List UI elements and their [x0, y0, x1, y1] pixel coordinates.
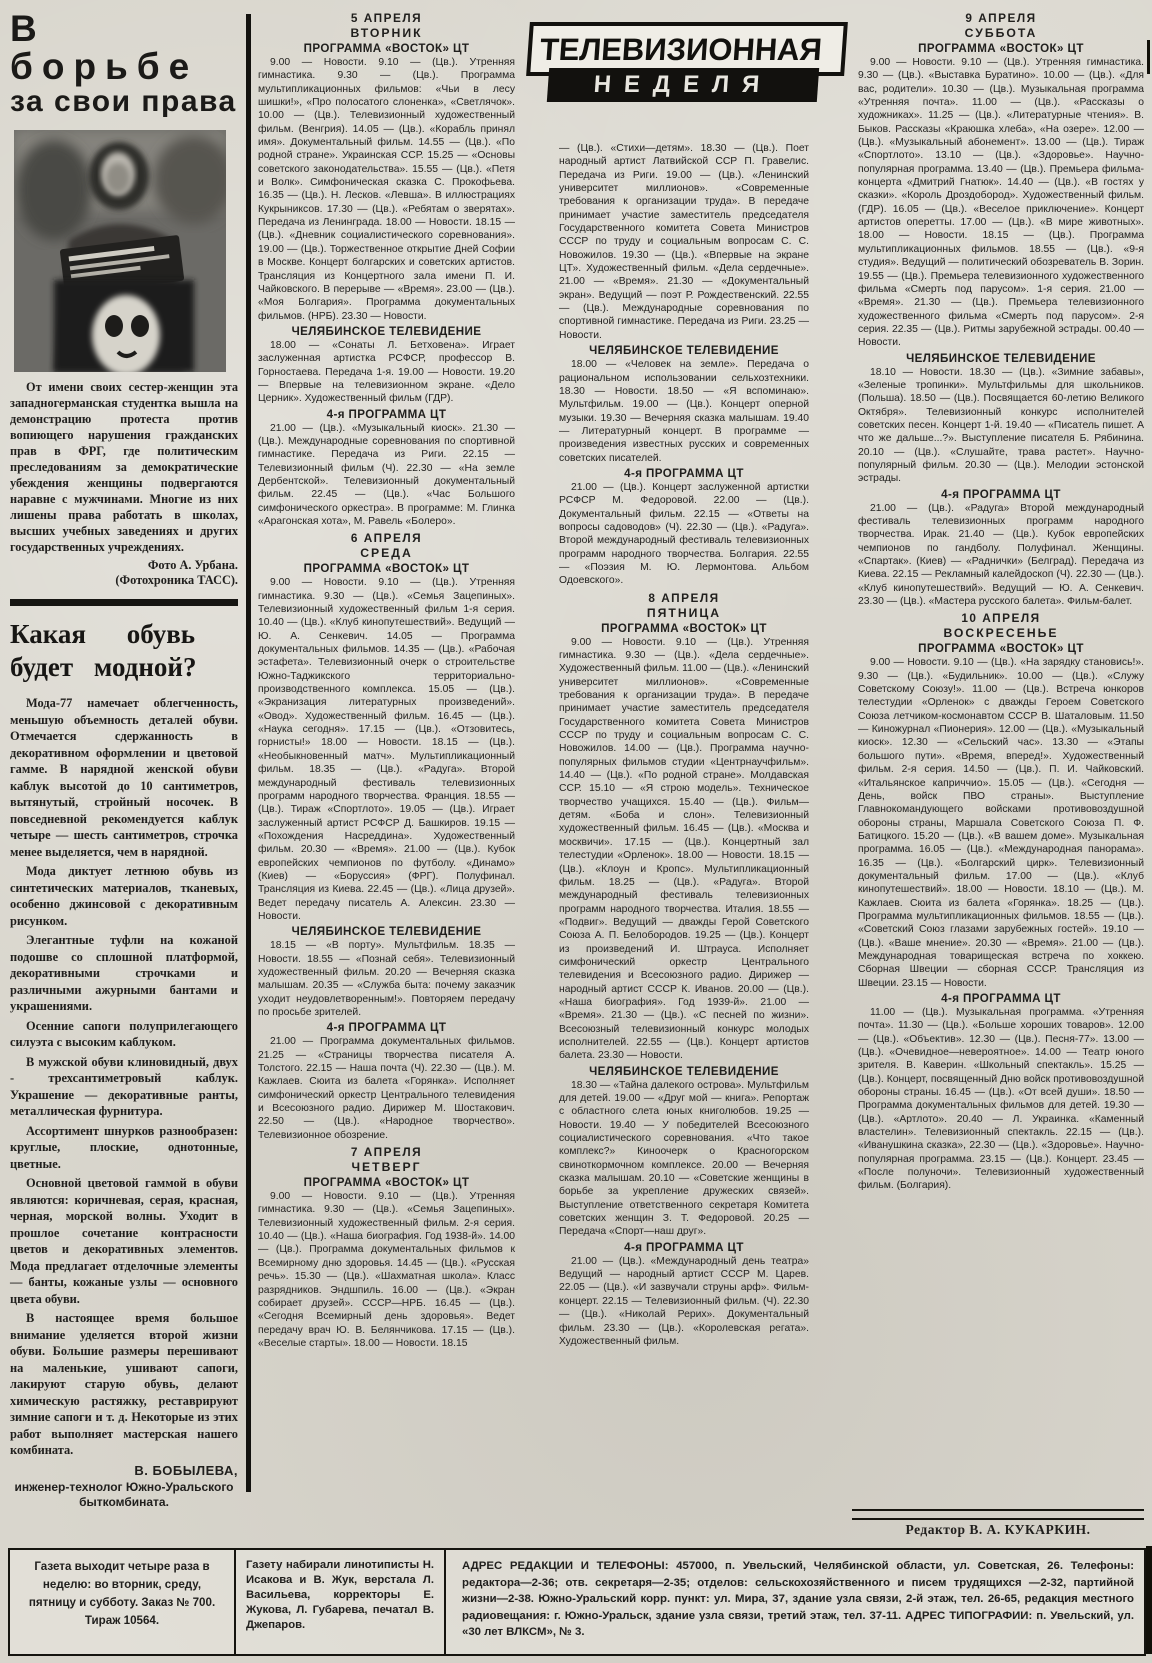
- article-paragraph: Мода-77 намечает облегченность, меньшую объемность деталей обуви. Отмечается сдержанность в декоративном оформлении и цветовой гамме. В нарядной женской обуви каблук высотой до 10 сантиметров, вытянутый, стройный носочек. В повседневной рекомендуется каблук четыре — шесть сантиметров, строчка менее выделяется, чем в нарядной.: [10, 696, 238, 859]
- channel-heading: 4-я ПРОГРАММА ЦТ: [941, 487, 1061, 501]
- article-paragraph: Основной цветовой гаммой в обуви являются: коричневая, серая, красная, черная, морской волны. Уходит в прошлое сочетание контрасности цветов и декоративных элементов. Мода предлагает отделочные элементы — банты, кожаные узлы — основного цвета обуви.: [10, 1176, 238, 1306]
- scan-edge-mark: [1147, 40, 1150, 74]
- program-listing-text: 9.00 — Новости. 9.10 — (Цв.). «На зарядку становись!». 9.30 — (Цв.). «Будильник». 10.00 — (Цв.). «Служу Советскому Союзу!». 11.00 — (Цв.). Встреча юнкоров телестудии «Орленок» с дважды Героем Советского Союза летчиком-космонавтом СССР В. Шаталовым. 11.50 — Киножурнал «Пионерия». 12.00 — (Цв.). «Музыкальный киоск». 12.30 — «Сельский час». 13.30 — «Этапы большого пути». «Время, вперед!». Художественный фильм. 2-я серия. 14.50 — (Цв.). П. И. Чайковский. «Итальянское каприччио». 15.05 — (Цв.). «Сегодня — День, войск ПВО страны». Выступление Главнокомандующего войсками противовоздушной обороны страны, Маршала Советского Союза П. Ф. Батицкого. 15.20 — (Цв.). «В вашем доме». Музыкальная программа. 16.05 — (Цв.). «Международная панорама». 16.35 — (Цв.). «Болгарский цирк». Телевизионный документальный фильм. 17.00 — (Цв.). «Клуб кинопутешествий». 18.00 — Новости. 18.10 — (Цв.). М. Кажлаев. Сюита из балета «Горянка». 18.25 — (Цв.). Программа мультипликационных фильмов. 18.55 — (Цв.). «Советский Союз глазами зарубежных гостей». 19.10 — (Цв.). «Ваше мнение». 20.30 — «Время». 21.00 — (Цв.). Международная товарищеская встреча по хоккею. Сборная Швеции — сборная СССР. Трансляция из Швеции. 23.15 — Новости.: [858, 657, 1144, 989]
- channel-heading: ЧЕЛЯБИНСКОЕ ТЕЛЕВИДЕНИЕ: [291, 925, 482, 939]
- article-paragraph: В настоящее время большое внимание уделяется второй жизни обуви. Большие размеры перешивают на маленькие, ушивают сапоги, лакируют старую обувь, делают химическую растяжку, реставрируют зимние сапоги и т. д. Некоторые из этих работ выполняет мастерская нашего комбината.: [10, 1311, 238, 1458]
- program-day-heading: ЧЕТВЕРГ: [351, 1160, 422, 1175]
- masthead-line2: НЕДЕЛЯ: [592, 71, 774, 98]
- article-paragraph: В мужской обуви клиновидный, двух - трехсантиметровый каблук. Украшение — декоративные ранты, металлическая фурнитура.: [10, 1054, 238, 1119]
- program-day-heading: СРЕДА: [360, 546, 413, 561]
- channel-heading: ПРОГРАММА «ВОСТОК» ЦТ: [303, 1176, 470, 1190]
- program-listing-text: 18.00 — «Человек на земле». Передача о рациональном использовании сельхозтехники. 18.30 — Новости. 18.50 — «Я вспоминаю». Мультфильм. 19.00 — (Цв.). Концерт оперной музыки. 19.30 — Вечерняя сказка малышам. 19.40 — Литературный концерт. В программе — произведения известных русских и современных советских писателей.: [559, 359, 809, 464]
- article-paragraph: Ассортимент шнурков разнообразен: круглые, плоские, однотонные, цветные.: [10, 1123, 238, 1171]
- article-paragraph: Мода диктует летнюю обувь из синтетических материалов, тканевых, особенно джинсовой с декоративным рисунком.: [10, 864, 238, 928]
- imprint-box: [8, 1548, 1146, 1656]
- program-day-heading: ВОСКРЕСЕНЬЕ: [943, 626, 1059, 641]
- article2-body: [10, 695, 238, 1459]
- article1-headline-line2: за свои права: [10, 85, 237, 119]
- program-date-heading: 6 АПРЕЛЯ: [350, 531, 423, 546]
- article1-headline-line1: В борьбе: [10, 8, 199, 87]
- imprint-schedule: Газета выходит четыре раза в неделю: во вторник, среду, пятницу и субботу. Заказ № 700. Тираж 10564.: [10, 1550, 236, 1654]
- program-listing-text: 9.00 — Новости. 9.10 — (Цв.). Утренняя гимнастика. 9.30 — (Цв.). «Выставка Буратино». 10.00 — (Цв.). «Для вас, родители». 10.30 — (Цв.). Музыкальная программа «Утренняя почта». 11.00 — (Цв.). «Рассказы о художниках». 11.25 — (Цв.). «Литературные чтения». В. Быков. Рассказы «Краюшка хлеба», «На озере». 12.00 — (Цв.). «Музыкальный абонемент». 13.00 — (Цв.). Тираж «Спортлото». 13.10 — (Цв.). «Здоровье». Научно-популярная программа. 13.40 — (Цв.). Премьера фильма-концерта «Дмитрий Гнатюк». 14.40 — (Цв.). «В гостях у сказки». «Король Дроздобород». Художественный фильм. (ГДР). 16.05 — (Цв.). «Веселое приключение». Концерт артистов оперетты. 17.00 — (Цв.). «В мире животных». 18.00 — Новости. 18.15 — (Цв.). Программа мультипликационных фильмов. 18.55 — (Цв.). «9-я студия». Ведущий — политический обозреватель В. Зорин. 19.55 — (Цв.). Премьера телевизионного художественного фильма «Смерть под парусом». 1-я серия. 21.00 — «Время». 21.30 — (Цв.). Премьера телевизионного художественного фильма «Смерть под парусом». 2-я серия. 22.35 — (Цв.). Ритмы зарубежной эстрады. 00.40 — Новости.: [858, 57, 1144, 349]
- article1-caption: [10, 380, 238, 556]
- article2-headline-line2: будет модной?: [10, 652, 197, 683]
- channel-heading: ЧЕЛЯБИНСКОЕ ТЕЛЕВИДЕНИЕ: [589, 344, 779, 358]
- photo-credit-line2: (Фотохроника ТАСС).: [115, 573, 238, 588]
- channel-heading: ЧЕЛЯБИНСКОЕ ТЕЛЕВИДЕНИЕ: [906, 351, 1096, 365]
- photo-credit-line1: Фото А. Урбана.: [147, 557, 238, 572]
- imprint-staff: Газету набирали линотиписты Н. Исакова и В. Жук, верстала Л. Васильева, корректоры Е. Жукова, Л. Губарева, печатал В. Джепаров.: [236, 1550, 446, 1654]
- program-listing-text: 9.00 — Новости. 9.10 — (Цв.). Утренняя гимнастика. 9.30 — (Цв.). Программа мультипликационных фильмов: «Чьи в лесу шишки!», «Про полосатого слоненка», «Светлячок». 10.00 — (Цв.). Телевизионный художественный фильм. (Венгрия). 14.05 — (Цв.). «Корабль принял имя». Документальный фильм. 14.55 — (Цв.). «По родной стране». Украинская ССР. 15.25 — «Основы советского законодательства». 15.55 — (Цв.). «Петя и Волк». Симфоническая сказка С. Прокофьева. 16.35 — (Цв.). Н. Лесков. «Левша». В иллюстрациях Кукрыниксов. 17.30 — (Цв.). «Ребятам о зверятах». Передача из Ленинграда. 18.00 — Новости. 18.15 — (Цв.). «Дневник социалистического соревнования». 19.00 — (Цв.). Торжественное открытие Дней Софии в Москве. Концерт болгарских и советских артистов. Трансляция из Концертного зала имени П. И. Чайковского. В перерыве — «Время». 23.00 — (Цв.). «Моя Болгария». Программа документальных фильмов. (НРБ). 23.30 — Новости.: [258, 57, 515, 322]
- program-date-heading: 5 АПРЕЛЯ: [350, 11, 423, 25]
- masthead-line1: ТЕЛЕВИЗИОННАЯ: [538, 32, 824, 67]
- program-listing-text: 9.00 — Новости. 9.10 — (Цв.). Утренняя гимнастика. 9.30 — (Цв.). «Дела сердечные». Художественный фильм. 11.00 — (Цв.). «Ленинский университет миллионов». «Современные требования к организации труда». В передаче принимает участие заместитель председателя Государственного комитета Совета Министров СССР по труду и социальным вопросам С. С. Новожилов. 14.00 — (Цв.). Программа научно-популярных фильмов студии «Центрнаучфильм». 14.40 — (Цв.). «По родной стране». Молдавская ССР. 15.10 — «Я строю модель». Техническое творчество учащихся. 15.40 — (Цв.). Фильм—детям. «Боба и слон». Телевизионный художественный фильм. 16.45 — (Цв.). «Москва и москвичи». 17.15 — (Цв.). Концертный зал телестудии «Орленок». 18.00 — Новости. 18.15 — (Цв.). «Клоун и Кропс». Мультипликационный фильм. 18.25 — (Цв.). «Радуга». Второй международный фестиваль телевизионных программ народного творчества. Италия. 18.55 — «Подвиг». Ведущий — дважды Герой Советского Союза А. П. Белобородов. 19.25 — (Цв.). Концерт из произведений И. Штрауса. Исполняет симфонический оркестр Центрального телевидения и Всесоюзного радио. Дирижер — народный артист СССР К. Иванов. 20.00 — (Цв.). «Наша биография». Год 1939-й». 21.00 — «Время». 21.30 — (Цв.). «С песней по жизни». Всесоюзный телевизионный конкурс молодых исполнителей. 22.55 — (Цв.). Концерт артистов балета. 23.30 — Новости.: [559, 636, 809, 1062]
- program-day-heading: ПЯТНИЦА: [646, 605, 722, 620]
- article2-headline-line1: Какая обувь: [10, 618, 196, 649]
- scan-edge-mark: [1146, 1546, 1152, 1654]
- program-date-heading: 7 АПРЕЛЯ: [350, 1145, 423, 1160]
- program-listing-text: 18.10 — Новости. 18.30 — (Цв.). «Зимние забавы», «Зеленые тропинки». Мультфильмы для школьников. (Польша). 18.50 — (Цв.). Посвящается 60-летию Великого Октября». Телевизионный конкурс исполнителей советских песен. Концерт 1-й. 19.40 — «Писатель пишет. А что же дальше...?». Выступление писателя Б. Рябинина. 20.10 — (Цв.). «Слушайте, трава растет». Научно-популярный фильм. 20.30 — (Цв.). Мелодии эстонской эстрады.: [858, 366, 1144, 485]
- editor-rule: [852, 1509, 1144, 1520]
- channel-heading: 4-я ПРОГРАММА ЦТ: [326, 1021, 447, 1035]
- imprint-address: АДРЕС РЕДАКЦИИ И ТЕЛЕФОНЫ: 457000, п. Увельский, Челябинской области, ул. Советская, 26. Телефоны: редактора—2-36; отв. секретаря—2-35; отделов: сельскохозяйственного и писем трудящихся —2-32, партийной жизни—2-38. Южно-Уральский корр. пункт: ул. Мира, 37, здание узла связи, 2-й этаж, тел. 26-65, редакция местного радиовещания: г. Южно-Уральск, здание узла связи, третий этаж, тел. 37-11. АДРЕС ТИПОГРАФИИ: п. Увельский, ул. «30 лет ВЛКСМ», № 3.: [462, 1560, 1134, 1639]
- channel-heading: 4-я ПРОГРАММА ЦТ: [326, 407, 447, 421]
- program-listing-text: 18.15 — «В порту». Мультфильм. 18.35 — Новости. 18.55 — «Познай себя». Телевизионный художественный фильм. 20.20 — Вечерняя сказка малышам. 20.35 — «Служба быта: почему заказчик уходит неудовлетворенным!». Повторяем передачу по просьбе зрителей.: [258, 940, 515, 1018]
- channel-heading: ЧЕЛЯБИНСКОЕ ТЕЛЕВИДЕНИЕ: [291, 324, 482, 338]
- article2-signature-role: инженер-технолог Южно-Уральского быткомбината.: [14, 1479, 234, 1510]
- program-listing-text: 9.00 — Новости. 9.10 — (Цв.). Утренняя гимнастика. 9.30 — (Цв.). «Семья Зацепиных». Телевизионный художественный фильм 1-я серия. 10.40 — (Цв.). «Клуб кинопутешествий». Ведущий — Ю. А. Сенкевич. 14.05 — Программа документальных фильмов. 14.35 — (Цв.). «Рабочая эстафета». Телевизионный очерк о строительстве Южно-Таджикского территориально-производственного комплекса. 15.05 — (Цв.). «Экранизация литературных произведений». «Овод». Художественный фильм. 16.45 — (Цв.). «Наука сегодня». 17.15 — (Цв.). «Отзовитесь, горнисты!» 18.00 — Новости. 18.15 — (Цв.). «Необыкновенный матч». Мультипликационный фильм. 18.35 — (Цв.). «Радуга». Второй международный фестиваль телевизионных программ народного творчества. Франция. 18.55 — (Цв.). Тираж «Спортлото». 19.05 — (Цв.). Играет заслуженный артист РСФСР Д. Башкиров. 19.15 — «Похождения Насреддина». Художественный фильм. 20.30 — «Время». 21.00 — (Цв.). Кубок европейских чемпионов по футболу. «Динамо» (Киев) — «Боруссия» (ФРГ). Полуфинал. Трансляция из Киева. 22.45 — (Цв.). «Лица друзей». Ведет передачу писатель А. Алексин. 23.30 — Новости.: [258, 577, 515, 922]
- program-listing-text: 9.00 — Новости. 9.10 — (Цв.). Утренняя гимнастика. 9.30 — (Цв.). «Семья Зацепиных». Телевизионный художественный фильм. 2-я серия. 10.40 — (Цв.). «Наша биография. Год 1938-й». 14.00 — (Цв.). Программа документальных фильмов к Всемирному дню здоровья. 14.45 — (Цв.). «Русская речь». 15.30 — (Цв.). «Шахматная школа». Класс разрядников. Эндшпиль. 16.00 — (Цв.). «Экран собирает друзей». СССР—НРБ. 16.45 — (Цв.). «Сегодня Всемирный день здоровья». Ведет передачу врач Ю. В. Белянчикова. 17.15 — (Цв.). «Веселые старты». 18.00 — Новости. 18.15: [258, 1191, 515, 1349]
- left-article-column: [10, 10, 238, 1511]
- article2-signature-name: В. БОБЫЛЕВА,: [134, 1462, 238, 1478]
- column-rule: [246, 14, 251, 1492]
- program-listing-text: 18.30 — «Тайна далекого острова». Мультфильм для детей. 19.00 — «Друг мой — книга». Репортаж с областного слета юных книголюбов. 19.25 — Новости. 19.40 — У победителей Всесоюзного социалистического соревнования. «Что такое комплекс?» Киноочерк о Красногорском свиноткормочном комплексе. 20.00 — Вечерняя сказка малышам. 20.10 — «Советские женщины в борьбе за укрепление дружеских связей». Выступление ответственного секретаря Комитета советских женщин З. Т. Федоровой. 20.25 — Передача «Спорт—наш друг».: [559, 1079, 809, 1238]
- channel-heading: ПРОГРАММА «ВОСТОК» ЦТ: [918, 42, 1084, 55]
- article2-headline: [10, 618, 238, 686]
- article-paragraph: Элегантные туфли на кожаной подошве со сплошной платформой, декоративными строчками и различными ажурными бантами и украшениями.: [10, 933, 238, 1014]
- tv-column-thu-fri: [559, 142, 809, 1349]
- editor-line: Редактор В. А. КУКАРКИН.: [905, 1522, 1091, 1537]
- program-listing-text: 11.00 — (Цв.). Музыкальная программа. «Утренняя почта». 11.30 — (Цв.). «Больше хороших товаров». 12.00 — (Цв.). «Объектив». 12.30 — (Цв.). Песня-77». 13.00 — (Цв.). «Очевидное—невероятное». 14.00 — Театр юного зрителя. В. Каверин. «Школьный спектакль». 15.25 — (Цв.). Концерт, посвященный Дню войск противовоздушной обороны страны. 16.45 — (Цв.). «От всей души». 18.50 — Программа документальных фильмов для детей. 19.30 — (Цв.). «Артлото». 20.40 — Л. Украинка. «Каменный властелин». Телевизионный спектакль. 22.15 — (Цв.). «Иванушкина сказка», 22.30 — (Цв.). «Здоровье». Научно-популярная программа. 23.15 — (Цв.). Концерт. 23.45 — «После полуночи». Телевизионный художественный фильм. (Болгария).: [858, 1007, 1144, 1192]
- photo-credit: [10, 558, 238, 589]
- program-day-heading: СУББОТА: [964, 26, 1038, 40]
- program-day-heading: ВТОРНИК: [350, 26, 423, 40]
- tv-column-tue-wed-thu: [258, 8, 515, 1351]
- channel-heading: ЧЕЛЯБИНСКОЕ ТЕЛЕВИДЕНИЕ: [589, 1064, 779, 1078]
- article-paragraph: Осенние сапоги полуприлегающего силуэта с высоким каблуком.: [10, 1018, 238, 1050]
- channel-heading: ПРОГРАММА «ВОСТОК» ЦТ: [601, 621, 767, 635]
- channel-heading: ПРОГРАММА «ВОСТОК» ЦТ: [918, 642, 1084, 656]
- program-listing-text: 21.00 — (Цв.). Концерт заслуженной артистки РСФСР М. Федоровой. 22.00 — (Цв.). Документальный фильм. 22.15 — «Ответы на вопросы садоводов» (Ч). 22.30 — (Цв.). «Радуга». Второй международный фестиваль телевизионных программ народного творчества. Болгария. 22.55 — «Поэзия М. Ю. Лермонтова. Альбом Одоевского».: [559, 481, 809, 587]
- program-listing-text: 21.00 — (Цв.). «Международный день театра» Ведущий — народный артист СССР М. Царев. 22.05 — (Цв.). «И зазвучали струны арф». Фильм-концерт. 22.15 — Телевизионный фильм. (Ч). 22.30 — (Цв.). «Николай Рерих». Документальный фильм. 23.30 — (Цв.). «Королевская регата». Художественный фильм.: [559, 1255, 809, 1347]
- article1-caption-text: От имени своих сестер-женщин эта западногерманская студентка вышла на демонстрацию протеста против вопиющего нарушения гражданских прав в ФРГ, где политическим преследованиям за демократические убеждения женщины подвергаются наравне с мужчинами. Многие из них лишены права работать в школах, высших учебных заведениях и других государственных учреждениях.: [10, 380, 238, 554]
- channel-heading: ПРОГРАММА «ВОСТОК» ЦТ: [303, 42, 470, 55]
- channel-heading: ПРОГРАММА «ВОСТОК» ЦТ: [303, 562, 470, 576]
- program-listing-text: 18.00 — «Сонаты Л. Бетховена». Играет заслуженная артистка РСФСР, профессор В. Горностаева. Передача 1-я. 19.00 — Новости. 19.20 — Впервые на телевизионном экране. «Дело Церник». Художественный фильм (ГДР).: [258, 339, 515, 405]
- masthead-bottom-band: [547, 68, 819, 102]
- program-date-heading: 9 АПРЕЛЯ: [965, 11, 1037, 25]
- tv-column-sat-sun: [858, 8, 1144, 1194]
- program-date-heading: 10 АПРЕЛЯ: [961, 611, 1041, 626]
- article1-headline: [10, 10, 238, 118]
- channel-heading: 4-я ПРОГРАММА ЦТ: [941, 992, 1061, 1005]
- program-listing-text: 21.00 — (Цв.). «Радуга» Второй международный фестиваль телевизионных программ народного творчества. Ирак. 21.40 — (Цв.). Кубок европейских чемпионов по гандболу. Полуфинал. Женщины. «Спартак». (Киев) — «Раднички» (Белград). Передача из Киева. 22.15 — Рекламный калейдоскоп (Ч). 22.30 — (Цв.). «Клуб кинопутешествий». Ведущий — Ю. А. Сенкевич. 23.30 — (Цв.). «Мастера русского балета». Фильм-балет.: [858, 502, 1144, 608]
- program-listing-text: 21.00 — Программа документальных фильмов. 21.25 — «Страницы творчества писателя А. Толстого. 22.15 — Наша почта (Ч). 22.30 — (Цв.). М. Кажлаев. Сюита из балета «Горянка». Исполняет симфонический оркестр Центрального телевидения и Всесоюзного радио. Дирижер М. Шостакович. 22.50 — (Цв.). «Народное творчество». Телевизионное обозрение.: [258, 1036, 515, 1141]
- protest-photo: [14, 130, 226, 372]
- channel-heading: 4-я ПРОГРАММА ЦТ: [624, 466, 744, 480]
- channel-heading: 4-я ПРОГРАММА ЦТ: [624, 1240, 744, 1254]
- program-listing-text: 21.00 — (Цв.). «Музыкальный киоск». 21.30 — (Цв.). Международные соревнования по спортивной гимнастике. Передача из Риги. 22.15 — Телевизионный фильм (Ч). 22.30 — «На земле Дербентской». Телевизионный документальный фильм. 22.45 — (Цв.). «Час Большого симфонического оркестра». В программе: М. Глинка «Арагонская хота», М. Равель «Болеро».: [258, 422, 515, 527]
- program-date-heading: 8 АПРЕЛЯ: [648, 590, 720, 605]
- program-listing-text: — (Цв.). «Стихи—детям». 18.30 — (Цв.). Поет народный артист Латвийской ССР П. Гравелис. Передача из Риги. 19.00 — (Цв.). «Ленинский университет миллионов». «Современные требования к организации труда». В передаче принимает участие заместитель председателя Государственного комитета Совета Министров СССР по труду и социальным вопросам С. С. Новожилов. 19.30 — (Цв.). «Впервые на экране ЦТ». Художественный фильм. «Дела сердечные». 21.00 — «Время». 21.30 — «Документальный экран». Ведущий — поэт Р. Рождественский. 22.55 — (Цв.). Международные соревнования по спортивной гимнастике. Передача из Риги. 23.25 — Новости.: [559, 143, 809, 341]
- masthead-logo: [528, 22, 846, 102]
- section-divider: [10, 599, 238, 606]
